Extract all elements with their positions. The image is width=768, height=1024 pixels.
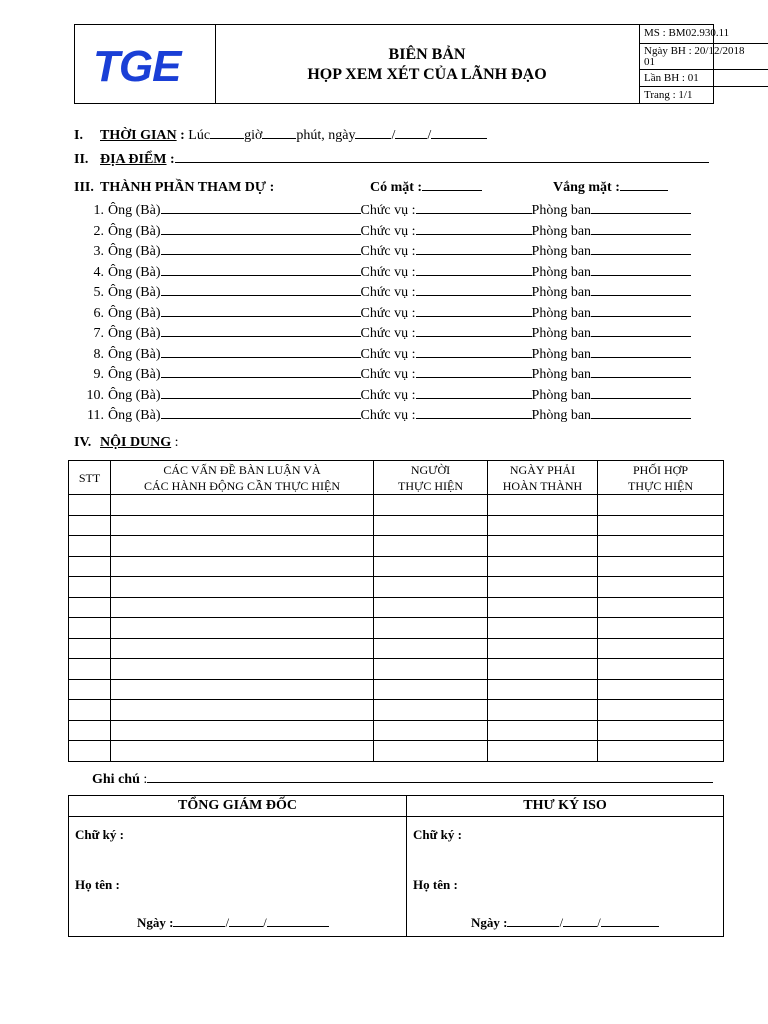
attendee-row (76, 388, 691, 406)
attendee-department-field[interactable] (591, 275, 691, 276)
table-row (69, 536, 724, 557)
iso-title: THƯ KÝ ISO (523, 798, 607, 813)
chuc-vu-label: Chức vụ : (360, 285, 416, 300)
ong-ba-label: Ông (Bà) (108, 223, 161, 239)
meta-ms: MS : BM02.930.11 (644, 27, 730, 39)
absent-count (553, 180, 668, 196)
table-cell[interactable] (111, 597, 374, 618)
table-cell[interactable] (69, 700, 111, 721)
table-cell[interactable] (69, 638, 111, 659)
table-cell[interactable] (488, 659, 598, 680)
slash: / (263, 915, 267, 930)
logo-text: TGE (93, 42, 181, 91)
header-person-line-2: THỰC HIỆN (398, 478, 463, 493)
phong-ban-label: Phòng ban (531, 244, 592, 259)
table-cell[interactable] (111, 577, 374, 598)
chuc-vu-label: Chức vụ : (360, 367, 416, 382)
table-cell[interactable] (111, 659, 374, 680)
section-heading: NỘI DUNG (100, 435, 172, 450)
meta-cell (640, 25, 745, 103)
table-cell[interactable] (598, 556, 724, 577)
table-cell[interactable] (488, 495, 598, 516)
table-cell[interactable] (598, 720, 724, 741)
attendee-number: 3. (93, 244, 104, 259)
ong-ba-label: Ông (Bà) (108, 387, 161, 403)
header-deadline-line-2: HOÀN THÀNH (502, 478, 583, 493)
phong-ban-label: Phòng ban (531, 346, 592, 362)
table-cell[interactable] (69, 536, 111, 557)
chuc-vu-label: Chức vụ : (360, 244, 416, 259)
table-cell[interactable] (598, 741, 724, 762)
sign-day-field[interactable] (173, 926, 225, 927)
table-cell[interactable] (598, 597, 724, 618)
header-deadline-line-1: NGÀY PHẢI (509, 462, 576, 477)
table-cell[interactable] (69, 577, 111, 598)
note-row (92, 772, 713, 788)
table-cell[interactable] (111, 700, 374, 721)
signature-table (68, 795, 724, 937)
meta-trang: Trang : 1/1 (640, 86, 768, 101)
header-issues-line-2: CÁC HÀNH ĐỘNG CẦN THỰC HIỆN (143, 478, 341, 493)
section-time (74, 128, 487, 144)
table-row (69, 577, 724, 598)
table-cell[interactable] (488, 700, 598, 721)
attendee-row (76, 265, 691, 283)
date-label: Ngày : (137, 915, 174, 930)
location-field[interactable] (175, 162, 709, 163)
table-cell[interactable] (111, 495, 374, 516)
table-cell[interactable] (598, 536, 724, 557)
section-heading: ĐỊA ĐIỂM (100, 152, 167, 167)
title-line-1: BIÊN BẢN (388, 46, 466, 63)
table-cell[interactable] (488, 638, 598, 659)
section-number: III. (74, 180, 94, 195)
table-cell[interactable] (488, 577, 598, 598)
attendee-number: 4. (93, 264, 104, 280)
attendee-name-field[interactable] (161, 275, 361, 276)
attendee-name-field[interactable] (161, 234, 361, 235)
colon: : (176, 128, 189, 143)
attendee-number: 6. (93, 305, 104, 321)
colon: : (166, 152, 175, 167)
label-luc: Lúc (188, 128, 211, 143)
attendee-name-field[interactable] (161, 254, 361, 255)
attendee-number: 10. (86, 387, 104, 403)
attendee-department-field[interactable] (591, 254, 691, 255)
table-cell[interactable] (374, 536, 488, 557)
ong-ba-label: Ông (Bà) (108, 346, 161, 362)
attendee-number: 9. (93, 367, 104, 382)
table-cell[interactable] (374, 679, 488, 700)
table-cell[interactable] (374, 659, 488, 680)
table-row (69, 741, 724, 762)
slash: / (391, 128, 396, 143)
attendee-name-field[interactable] (161, 316, 361, 317)
table-cell[interactable] (374, 720, 488, 741)
header-coordination-line-1: PHỐI HỢP (632, 462, 688, 477)
attendee-number: 8. (93, 346, 104, 362)
header-issues-line-1: CÁC VẤN ĐỀ BÀN LUẬN VÀ (163, 462, 321, 477)
table-cell[interactable] (374, 700, 488, 721)
table-cell[interactable] (598, 618, 724, 639)
table-row (69, 720, 724, 741)
note-field[interactable] (147, 782, 713, 783)
table-cell[interactable] (111, 618, 374, 639)
header-person (374, 461, 488, 495)
table-cell[interactable] (598, 659, 724, 680)
colon: : (266, 180, 275, 195)
slash: / (427, 128, 432, 143)
logo-cell (75, 25, 216, 103)
table-cell[interactable] (488, 741, 598, 762)
attendee-row (76, 244, 691, 262)
ong-ba-label: Ông (Bà) (108, 305, 161, 321)
sign-label: Chữ ký : (413, 827, 462, 842)
table-cell[interactable] (111, 515, 374, 536)
chuc-vu-label: Chức vụ : (360, 326, 416, 341)
header-person-line-1: NGƯỜI (410, 462, 451, 477)
table-cell[interactable] (374, 495, 488, 516)
hour-field[interactable] (210, 138, 244, 139)
table-cell[interactable] (488, 515, 598, 536)
attendee-position-field[interactable] (416, 254, 532, 255)
sig-header-ceo (69, 796, 407, 817)
chuc-vu-label: Chức vụ : (360, 223, 416, 239)
table-cell[interactable] (598, 515, 724, 536)
date-row (471, 915, 659, 931)
month-field[interactable] (395, 138, 427, 139)
sign-month-field[interactable] (563, 926, 597, 927)
sig-box-ceo (69, 817, 407, 937)
table-row (69, 679, 724, 700)
phong-ban-label: Phòng ban (531, 387, 592, 403)
ong-ba-label: Ông (Bà) (108, 244, 161, 259)
table-cell[interactable] (69, 556, 111, 577)
table-cell[interactable] (598, 577, 724, 598)
attendee-number: 5. (93, 285, 104, 300)
table-row (69, 700, 724, 721)
table-cell[interactable] (111, 741, 374, 762)
table-cell[interactable] (69, 741, 111, 762)
section-heading: THÀNH PHẦN THAM DỰ (100, 180, 267, 195)
table-row (69, 618, 724, 639)
header-deadline (488, 461, 598, 495)
chuc-vu-label: Chức vụ : (360, 203, 416, 218)
attendee-number: 2. (93, 223, 104, 239)
attendee-name-field[interactable] (161, 418, 361, 419)
header-coordination-line-2: THỰC HIỆN (628, 478, 693, 493)
ong-ba-label: Ông (Bà) (108, 326, 161, 341)
table-cell[interactable] (488, 679, 598, 700)
attendee-department-field[interactable] (591, 213, 691, 214)
title-line-2: HỌP XEM XÉT CỦA LÃNH ĐẠO (307, 66, 547, 83)
table-cell[interactable] (69, 618, 111, 639)
attendee-row (76, 285, 691, 303)
table-cell[interactable] (488, 556, 598, 577)
table-cell[interactable] (111, 720, 374, 741)
label-phut: phút, ngày (296, 128, 356, 143)
minute-field[interactable] (262, 138, 296, 139)
table-cell[interactable] (488, 618, 598, 639)
attendee-position-field[interactable] (416, 275, 532, 276)
section-location (74, 152, 709, 168)
attendee-department-field[interactable] (591, 234, 691, 235)
table-cell[interactable] (374, 577, 488, 598)
table-cell[interactable] (488, 536, 598, 557)
label-vang-mat: Vắng mặt : (553, 180, 620, 195)
attendee-position-field[interactable] (416, 418, 532, 419)
attendee-row (76, 347, 691, 365)
table-cell[interactable] (69, 720, 111, 741)
attendee-department-field[interactable] (591, 418, 691, 419)
table-cell[interactable] (598, 700, 724, 721)
attendee-department-field[interactable] (591, 398, 691, 399)
absent-field[interactable] (620, 190, 668, 191)
day-field[interactable] (355, 138, 391, 139)
table-cell[interactable] (374, 618, 488, 639)
table-cell[interactable] (374, 556, 488, 577)
attendee-position-field[interactable] (416, 336, 532, 337)
phong-ban-label: Phòng ban (531, 203, 592, 218)
header-coordination (598, 461, 724, 495)
table-cell[interactable] (69, 679, 111, 700)
attendee-name-field[interactable] (161, 295, 361, 296)
phong-ban-label: Phòng ban (531, 305, 592, 321)
table-cell[interactable] (111, 556, 374, 577)
section-number: II. (74, 152, 89, 167)
header-stt (69, 461, 111, 495)
table-cell[interactable] (374, 515, 488, 536)
section-number: I. (74, 128, 83, 143)
ong-ba-label: Ông (Bà) (108, 367, 161, 382)
date-label: Ngày : (471, 915, 508, 930)
label-co-mat: Có mặt : (370, 180, 423, 195)
attendee-number: 11. (87, 408, 104, 423)
header-stt-text: STT (78, 470, 101, 485)
table-row (69, 556, 724, 577)
phong-ban-label: Phòng ban (531, 223, 592, 239)
table-cell[interactable] (69, 515, 111, 536)
attendee-position-field[interactable] (416, 234, 532, 235)
phong-ban-label: Phòng ban (531, 367, 592, 382)
sign-year-field[interactable] (601, 926, 659, 927)
colon: : (171, 435, 179, 450)
sig-box-iso (407, 817, 724, 937)
table-cell[interactable] (598, 638, 724, 659)
table-cell[interactable] (374, 597, 488, 618)
slash: / (597, 915, 601, 930)
meta-ngay-bh: Ngày BH : 20/12/2018 (640, 43, 768, 57)
table-cell[interactable] (69, 597, 111, 618)
label-gio: giờ (244, 128, 263, 143)
attendee-department-field[interactable] (591, 295, 691, 296)
sign-label: Chữ ký : (75, 827, 124, 842)
table-body (69, 495, 724, 762)
table-row (69, 659, 724, 680)
attendee-department-field[interactable] (591, 336, 691, 337)
ceo-title: TỔNG GIÁM ĐỐC (178, 798, 297, 813)
table-row (69, 495, 724, 516)
section-attendees (74, 180, 274, 196)
attendee-position-field[interactable] (416, 357, 532, 358)
note-label: Ghi chú (92, 772, 140, 787)
year-field[interactable] (431, 138, 487, 139)
attendee-position-field[interactable] (416, 295, 532, 296)
attendee-position-field[interactable] (416, 316, 532, 317)
attendee-department-field[interactable] (591, 377, 691, 378)
section-content (74, 435, 179, 451)
phong-ban-label: Phòng ban (531, 264, 592, 280)
sig-header-iso (407, 796, 724, 817)
sign-day-field[interactable] (507, 926, 559, 927)
present-count (370, 180, 482, 196)
table-cell[interactable] (374, 741, 488, 762)
attendee-row (76, 306, 691, 324)
attendee-row (76, 224, 691, 242)
name-label: Họ tên : (75, 877, 120, 892)
table-header-row (69, 461, 724, 495)
section-heading: THỜI GIAN (100, 128, 177, 143)
phong-ban-label: Phòng ban (531, 285, 592, 300)
attendee-name-field[interactable] (161, 336, 361, 337)
attendee-row (76, 408, 691, 426)
section-number: IV. (74, 435, 92, 450)
content-table (68, 460, 724, 762)
attendee-number: 1. (93, 203, 104, 218)
attendee-department-field[interactable] (591, 357, 691, 358)
table-cell[interactable] (111, 638, 374, 659)
phong-ban-label: Phòng ban (531, 408, 592, 423)
phong-ban-label: Phòng ban (531, 326, 592, 341)
colon: : (139, 772, 148, 787)
table-row (69, 638, 724, 659)
attendee-name-field[interactable] (161, 357, 361, 358)
attendee-row (76, 367, 691, 385)
ong-ba-label: Ông (Bà) (108, 264, 161, 280)
attendee-position-field[interactable] (416, 213, 532, 214)
attendee-number: 7. (93, 326, 104, 341)
attendee-name-field[interactable] (161, 213, 361, 214)
table-cell[interactable] (488, 720, 598, 741)
attendee-department-field[interactable] (591, 316, 691, 317)
chuc-vu-label: Chức vụ : (360, 264, 416, 280)
attendee-position-field[interactable] (416, 377, 532, 378)
table-cell[interactable] (374, 638, 488, 659)
ong-ba-label: Ông (Bà) (108, 203, 161, 218)
chuc-vu-label: Chức vụ : (360, 346, 416, 362)
table-row (69, 515, 724, 536)
ong-ba-label: Ông (Bà) (108, 408, 161, 423)
attendee-row (76, 326, 691, 344)
tge-logo (75, 25, 215, 103)
slash: / (559, 915, 564, 930)
chuc-vu-label: Chức vụ : (360, 408, 416, 423)
name-label: Họ tên : (413, 877, 458, 892)
table-cell[interactable] (111, 679, 374, 700)
table-cell[interactable] (111, 536, 374, 557)
sign-year-field[interactable] (267, 926, 329, 927)
header-issues (111, 461, 374, 495)
present-field[interactable] (422, 190, 482, 191)
table-cell[interactable] (69, 659, 111, 680)
document-header (74, 24, 745, 104)
chuc-vu-label: Chức vụ : (360, 387, 416, 403)
table-row (69, 597, 724, 618)
attendee-position-field[interactable] (416, 398, 532, 399)
meta-lan-bh: Lần BH : 01 (640, 69, 768, 84)
table-cell[interactable] (69, 495, 111, 516)
meta-ngay-bh-cont: 01 (644, 56, 655, 68)
attendee-row (76, 203, 691, 221)
attendee-name-field[interactable] (161, 398, 361, 399)
attendee-name-field[interactable] (161, 377, 361, 378)
ong-ba-label: Ông (Bà) (108, 285, 161, 300)
slash: / (225, 915, 230, 930)
title-cell (215, 25, 640, 103)
date-row (137, 915, 329, 931)
table-cell[interactable] (488, 597, 598, 618)
sign-month-field[interactable] (229, 926, 263, 927)
chuc-vu-label: Chức vụ : (360, 305, 416, 321)
table-cell[interactable] (598, 679, 724, 700)
table-cell[interactable] (598, 495, 724, 516)
